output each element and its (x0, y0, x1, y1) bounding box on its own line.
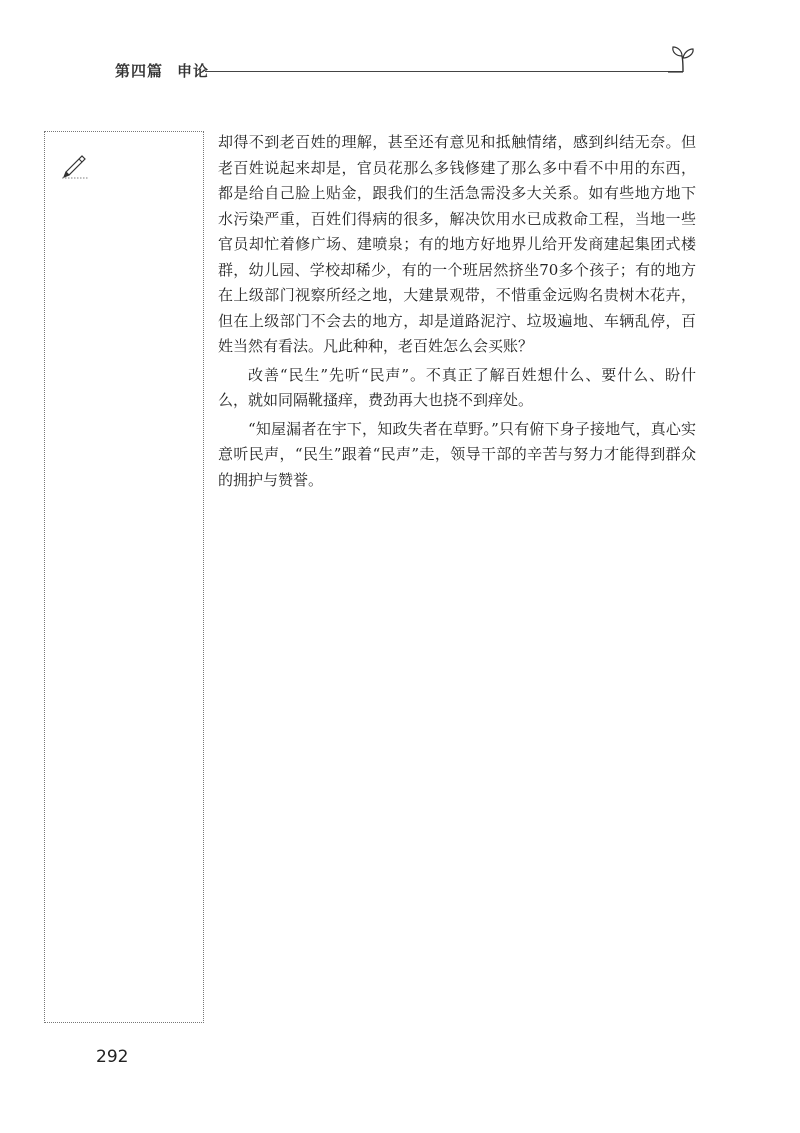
sprout-icon (668, 44, 698, 74)
pen-icon (60, 150, 90, 180)
body-paragraph-1: 却得不到老百姓的理解，甚至还有意见和抵触情绪，感到纠结无奈。但老百姓说起来却是，官员花那么多钱修建了那么多中看不中用的东西，都是给自己脸上贴金，跟我们的生活急需没多大关系。如有些地方地下水污染严重，百姓们得病的很多，解决饮用水已成救命工程，当地一些官员却忙着修广场、建喷泉；有的地方好地界儿给开发商建起集团式楼群，幼儿园、学校却稀少，有的一个班居然挤坐70多个孩子；有的地方在上级部门视察所经之地，大建景观带，不惜重金远购名贵树木花卉，但在上级部门不会去的地方，却是道路泥泞、垃圾遍地、车辆乱停，百姓当然有看法。凡此种种，老百姓怎么会买账？ (218, 133, 696, 355)
header-rule (205, 71, 683, 72)
margin-notes-box (44, 131, 204, 1023)
header-part: 第四篇 (115, 62, 164, 80)
header-section: 申论 (177, 62, 210, 80)
article-body (218, 130, 696, 493)
running-header (115, 60, 209, 81)
body-paragraph-2: 改善“民生”先听“民声”。不真正了解百姓想什么、要什么、盼什么，就如同隔靴搔痒，费劲再大也挠不到痒处。 (218, 365, 696, 409)
body-paragraph-3: “知屋漏者在宇下，知政失者在草野。”只有俯下身子接地气，真心实意听民声，“民生”跟着“民声”走，领导干部的辛苦与努力才能得到群众的拥护与赞誉。 (218, 419, 696, 489)
page-number: 292 (96, 1047, 129, 1067)
